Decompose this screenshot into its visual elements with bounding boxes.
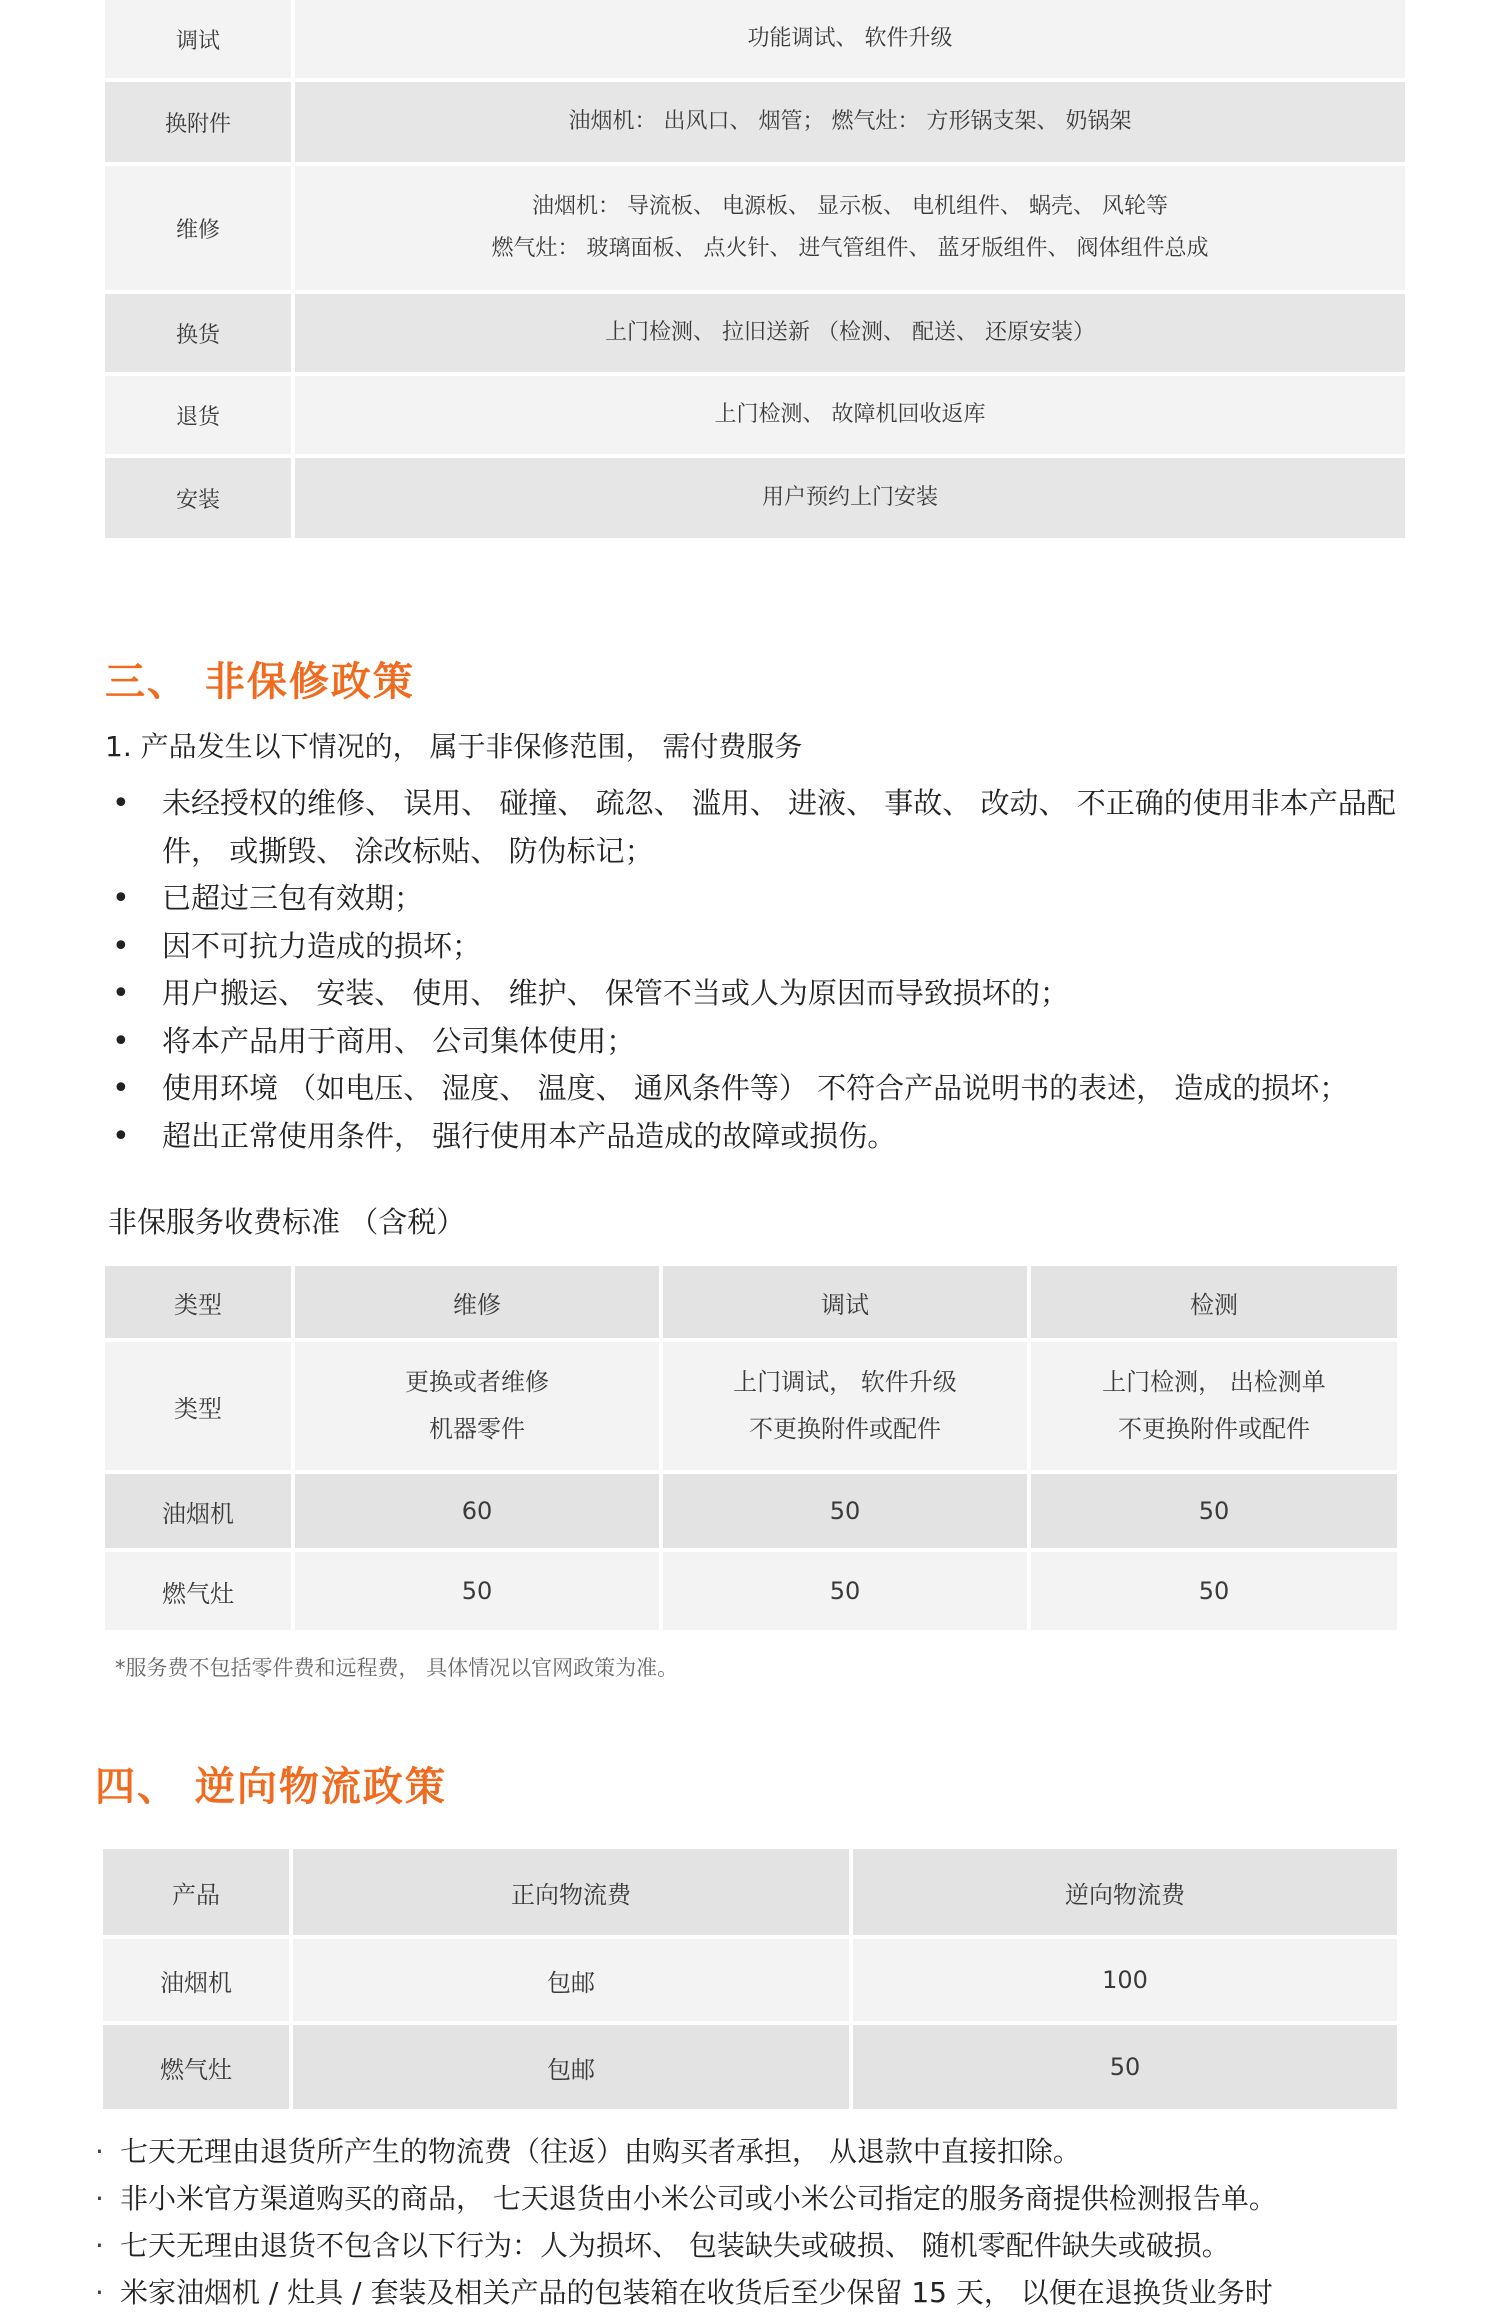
table-cell: 50 — [663, 1552, 1027, 1630]
row-content — [295, 82, 1405, 162]
cell-line: 上门调试， 软件升级 — [733, 1368, 957, 1396]
table-cell: 50 — [1031, 1552, 1397, 1630]
list-item: • 用户搬运、 安装、 使用、 维护、 保管不当或人为原因而导致损坏的； — [112, 970, 1412, 1018]
row-label: 燃气灶 — [105, 1552, 291, 1630]
column-header: 产品 — [103, 1849, 289, 1935]
cell-line: 机器零件 — [429, 1415, 525, 1443]
table-cell: 包邮 — [293, 2025, 849, 2109]
content-line: 功能调试、 软件升级 — [747, 26, 953, 51]
list-item: • 已超过三包有效期； — [112, 875, 1412, 923]
content-line: 上门检测、 故障机回收返库 — [714, 402, 986, 427]
list-item: • 因不可抗力造成的损坏； — [112, 923, 1412, 971]
column-header: 检测 — [1031, 1266, 1397, 1338]
cell-line: 不更换附件或配件 — [749, 1415, 941, 1443]
table-cell — [1031, 1342, 1397, 1470]
table-cell: 50 — [853, 2025, 1397, 2109]
service-table — [105, 0, 1405, 542]
row-label: 油烟机 — [105, 1474, 291, 1548]
section-3-title: 三、 非保修政策 — [105, 659, 415, 705]
table-row — [105, 294, 1405, 372]
table-row — [105, 1342, 1397, 1470]
column-header: 正向物流费 — [293, 1849, 849, 1935]
table-row — [105, 376, 1405, 454]
logistics-table — [99, 1845, 1401, 2113]
table-row — [105, 82, 1405, 162]
list-item: · 七天无理由退货所产生的物流费（往返）由购买者承担， 从退款中直接扣除。 — [95, 2128, 1475, 2175]
row-content — [295, 0, 1405, 78]
row-label: 类型 — [105, 1342, 291, 1470]
content-line: 上门检测、 拉旧送新 （检测、 配送、 还原安装） — [605, 320, 1095, 345]
column-header: 逆向物流费 — [853, 1849, 1397, 1935]
row-type: 安装 — [105, 458, 295, 538]
non-warranty-list — [112, 780, 1412, 1160]
cell-line: 更换或者维修 — [405, 1368, 549, 1396]
row-label: 油烟机 — [103, 1939, 289, 2021]
list-item: · 七天无理由退货不包含以下行为：人为损坏、 包装缺失或破损、 随机零配件缺失或破损。 — [95, 2222, 1475, 2269]
row-content — [295, 458, 1405, 538]
fee-table-title: 非保服务收费标准 （含税） — [108, 1205, 466, 1239]
list-item: • 未经授权的维修、 误用、 碰撞、 疏忽、 滥用、 进液、 事故、 改动、 不正确的使用非本产品配件， 或撕毁、 涂改标贴、 防伪标记； — [112, 780, 1412, 875]
table-cell: 50 — [663, 1474, 1027, 1548]
row-label: 燃气灶 — [103, 2025, 289, 2109]
content-line: 油烟机： 出风口、 烟管； 燃气灶： 方形锅支架、 奶锅架 — [568, 109, 1132, 134]
section-3-intro: 1. 产品发生以下情况的， 属于非保修范围， 需付费服务 — [105, 730, 803, 763]
content-line: 油烟机： 导流板、 电源板、 显示板、 电机组件、 蜗壳、 风轮等 — [532, 194, 1168, 219]
cell-line: 上门检测， 出检测单 — [1102, 1368, 1326, 1396]
list-item: • 使用环境 （如电压、 湿度、 温度、 通风条件等） 不符合产品说明书的表述， 造成的损坏； — [112, 1065, 1412, 1113]
table-cell — [295, 1342, 659, 1470]
table-cell: 60 — [295, 1474, 659, 1548]
table-cell — [663, 1342, 1027, 1470]
table-header-row — [103, 1849, 1397, 1935]
row-type: 换附件 — [105, 82, 295, 162]
column-header: 类型 — [105, 1266, 291, 1338]
table-row — [105, 458, 1405, 538]
list-item: • 超出正常使用条件， 强行使用本产品造成的故障或损伤。 — [112, 1113, 1412, 1161]
column-header: 调试 — [663, 1266, 1027, 1338]
row-type: 换货 — [105, 294, 295, 372]
table-row — [105, 1474, 1397, 1548]
content-line: 用户预约上门安装 — [761, 485, 938, 510]
table-row — [105, 1552, 1397, 1630]
row-content — [295, 376, 1405, 454]
row-type: 退货 — [105, 376, 295, 454]
section-4-title: 四、 逆向物流政策 — [95, 1764, 447, 1810]
table-cell: 包邮 — [293, 1939, 849, 2021]
fee-note: *服务费不包括零件费和远程费， 具体情况以官网政策为准。 — [115, 1656, 679, 1680]
table-cell: 50 — [1031, 1474, 1397, 1548]
logistics-notes — [95, 2128, 1475, 2316]
table-row — [105, 166, 1405, 290]
content-line: 燃气灶： 玻璃面板、 点火针、 进气管组件、 蓝牙版组件、 阀体组件总成 — [491, 236, 1209, 261]
list-item: · 非小米官方渠道购买的商品， 七天退货由小米公司或小米公司指定的服务商提供检测报告单。 — [95, 2175, 1475, 2222]
table-row — [105, 0, 1405, 78]
row-type: 调试 — [105, 0, 295, 78]
column-header: 维修 — [295, 1266, 659, 1338]
list-item: · 米家油烟机 / 灶具 / 套装及相关产品的包装箱在收货后至少保留 15 天， 以便在退换货业务时 — [95, 2269, 1475, 2316]
table-cell: 50 — [295, 1552, 659, 1630]
table-header-row — [105, 1266, 1397, 1338]
table-cell: 100 — [853, 1939, 1397, 2021]
cell-line: 不更换附件或配件 — [1118, 1415, 1310, 1443]
list-item: • 将本产品用于商用、 公司集体使用； — [112, 1018, 1412, 1066]
row-content — [295, 294, 1405, 372]
fee-table — [101, 1262, 1401, 1634]
table-row — [103, 1939, 1397, 2021]
row-content — [295, 166, 1405, 290]
table-row — [103, 2025, 1397, 2109]
row-type: 维修 — [105, 166, 295, 290]
